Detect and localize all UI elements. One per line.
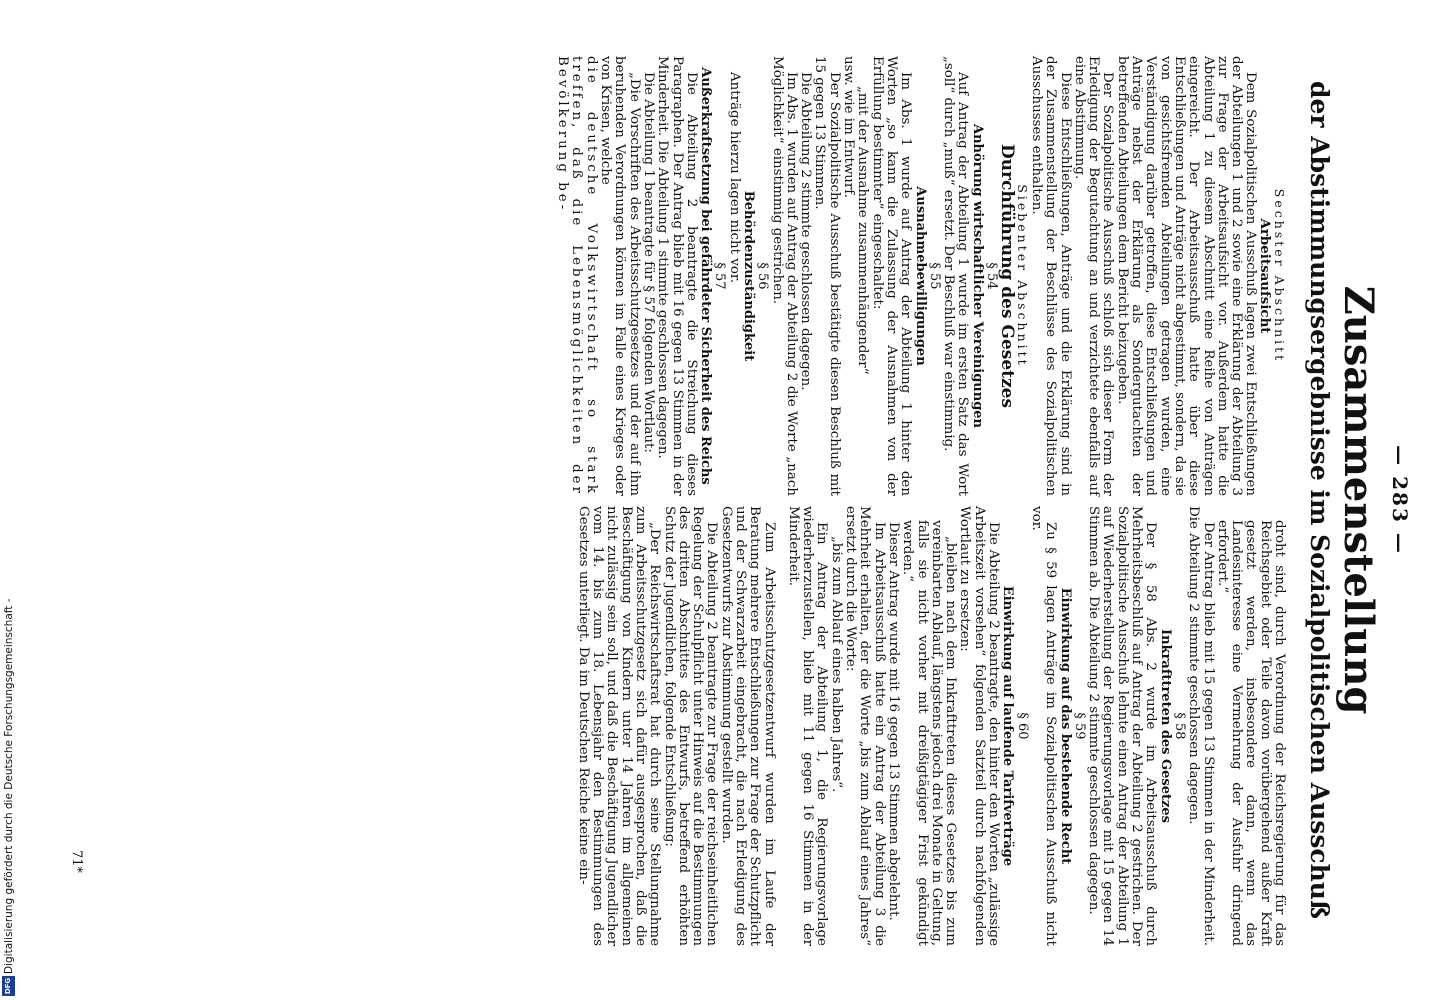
paragraph: Der § 58 Abs. 2 wurde im Arbeitsausschuß durch Mehrheitsbeschluß auf Antrag der Abteilung 2 gestrichen. Der Sozialpolitische Ausschuß lehnte einen Antrag der Abteilung 1 auf Wiederherstellung der Regierungsvorlage mit 15 gegen 14 Stimmen ab. Die Abteilung 2 stimmte geschlossen dagegen.: [1086, 506, 1159, 946]
quote: die deutsche Volkswirtschaft so stark treffen, daß die Lebensmöglichkeiten der Bevölkerung be-: [555, 56, 599, 496]
paragraph-number: § 58: [1171, 712, 1187, 740]
paragraph: Dem Sozialpolitischen Ausschuß lagen zwei Entschließungen der Abteilungen 1 und 2 sowie eine Erklärung der Abteilung 3 zur Frage der Arbeitsaufsicht vor. Außerdem hatte die Abteilung 1 zu diesem Abschnitt eine Reihe von Anträgen eingereicht. Der Arbeitsausschuß hatte über diese Entschließungen und Anträge nicht abgestimmt, sondern, da sie von gesichtsfremden Abteilungen getragen wurden, eine Verständigung darüber getroffen, diese Entschließungen und Anträge nebst der Erklärung als Sondergutachten der betreffenden Abteilungen dem Bericht beizugeben.: [1114, 56, 1259, 496]
left-column: [555, 56, 1286, 496]
paragraph: Im Arbeitsausschuß hatte ein Antrag der Abteilung 3 die Mehrheit erhalten, der die Worte „bis zum Ablauf eines Jahres“ ersetzt durch die Worte:: [843, 506, 887, 946]
paragraph-title: Ausnahmebewilligungen: [912, 186, 928, 366]
dfg-logo-text: DFG: [4, 977, 13, 995]
quote: „bleiben nach dem Inkrafttreten dieses Gesetzes bis zum vereinbarten Ablauf, längstens jedoch drei Monate in Geltung, falls sie nicht vorher mit dreißigtägiger Frist gekündigt werden.“: [900, 520, 959, 946]
paragraph-title: Inkrafttreten des Gesetzes: [1157, 629, 1173, 823]
paragraph: Die Abteilung 2 beantragte, den hinter den Worten „zulässige Arbeitszeit vorsehen“ folgenden Satzteil durch nachfolgenden Wortlaut zu ersetzen:: [957, 506, 1002, 946]
paragraph: Diese Entschließungen, Anträge und die Erklärung sind in der Zusammenstellung der Beschlüsse des Sozialpolitischen Ausschusses enthalten.: [1028, 56, 1073, 496]
funding-note: Digitalisierung gefördert durch die Deutsche Forschungsgemeinschaft -: [3, 598, 15, 974]
section-heading: Siebenter Abschnitt: [1014, 184, 1030, 368]
quote: „mit der Ausnahme zusammenhängender“: [855, 86, 871, 375]
quote: „Der Reichswirtschaftsrat hat durch seine Stellungnahme zum Arbeitsschutzgesetz sich dafür ausgesprochen, daß die Beschäftigung von Kindern unter 14 Jahren im allgemeinen nicht zulässig sein soll, und daß die Beschäftigung Jugendlicher vom 14. bis zum 18. Lebensjahr den Bestimmungen des Gesetzes unterliegt. Da im Deutschen Reiche keine ein-: [575, 506, 663, 946]
paragraph-title: Anhörung wirtschaftlicher Vereinigungen: [969, 123, 985, 429]
dfg-logo-icon: [2, 976, 15, 996]
paragraph: Ein Antrag der Abteilung 1, die Regierungsvorlage wiederherzustellen, blieb mit 11 gegen 16 Stimmen in der Minderheit.: [785, 506, 830, 946]
paragraph: Der Antrag blieb mit 15 gegen 13 Stimmen in der Minderheit. Die Abteilung 2 stimmte geschlossen dagegen.: [1186, 506, 1216, 946]
paragraph-number: § 55: [926, 262, 942, 290]
paragraph-title: Außerkraftsetzung bei gefährdeter Sicherheit des Reichs: [698, 67, 714, 485]
paragraph: Im Abs. 1 wurden auf Antrag der Abteilung 2 die Worte „nach Möglichkeit“ einstimmig gestrichen.: [769, 56, 799, 496]
sidebar-note: [1, 0, 15, 1000]
paragraph: Der Sozialpolitische Ausschuß bestätigte diesen Beschluß mit 15 gegen 13 Stimmen.: [812, 56, 842, 496]
paragraph: Die Abteilung 1 beantragte für § 57 folgenden Wortlaut:: [640, 72, 656, 453]
paragraph-number: § 57: [712, 262, 728, 290]
paragraph: Im Abs. 1 wurde auf Antrag der Abteilung 1 hinter den Worten „so kann die Zulassung der Ausnahmen von der Erfüllung bestimmter“ eingeschaltet:: [869, 56, 914, 496]
page-title: Zusammenstellung: [1335, 285, 1382, 715]
paragraph-number: § 59: [1071, 712, 1087, 740]
quote: „Die Vorschriften des Arbeitsschutzgesetzes und der auf ihm beruhenden Verordnungen können im Falle eines Krieges oder von Krisen, welche: [598, 56, 642, 496]
paragraph-number: § 54: [984, 262, 1000, 290]
paragraph: Auf Antrag der Abteilung 1 wurde im ersten Satz das Wort „soll“ durch „muß“ ersetzt. Der Beschluß war einstimmig.: [941, 56, 971, 496]
paragraph: Die Abteilung 2 stimmte geschlossen dagegen.: [798, 72, 814, 391]
footer-number: 71*: [69, 850, 84, 874]
paragraph: usw. wie im Entwurf.: [841, 56, 857, 199]
paragraph: Der Sozialpolitische Ausschuß schloß sich dieser Form der Erledigung der Begutachtung an und verzichtete ebenfalls auf eine Abstimmung.: [1071, 56, 1116, 496]
paragraph: Anträge hierzu lagen nicht vor.: [726, 72, 742, 284]
quote: „bis zum Ablauf eines halben Jahres“.: [828, 536, 844, 793]
quote: droht sind, durch Verordnung der Reichsregierung für das Reichsgebiet oder Teile davon vorübergehend außer Kraft gesetzt werden, insbesondere dann, wenn das Landesinteresse eine Vermehrung der Ausfuhr dringend erfordert.“: [1214, 520, 1287, 946]
paragraph-title: Einwirkung auf laufende Tarifverträge: [1000, 585, 1016, 867]
paragraph: Die Abteilung 2 beantragte zur Frage der reichseinheitlichen Regelung der Schulpflicht unter Hinweis auf die Bestimmungen des dritten Abschnittes des Entwurfs, betreffend erhöhten Schutz der Jugendlichen, folgende Entschließung:: [661, 506, 720, 946]
paragraph: Zum Arbeitsschutzgesetzentwurf wurden im Laufe der Beratung mehrere Entschließungen zur Frage der Schutzpflicht und der Schwarzarbeit eingebracht, die nach Erledigung des Gesetzentwurfs zur Abstimmung gestellt wurden.: [718, 506, 777, 946]
page-subtitle: der Abstimmungsergebnisse im Sozialpolitischen Ausschuß: [1305, 81, 1334, 919]
section-heading: Sechster Abschnitt: [1272, 188, 1287, 364]
paragraph: Die Abteilung 2 beantragte die Streichung dieses Paragraphen. Der Antrag blieb mit 16 gegen 13 Stimmen in der Minderheit. Die Abteilung 1 stimmte geschlossen dagegen.: [655, 56, 699, 496]
page-number: — 283 —: [1388, 445, 1412, 555]
paragraph: Dieser Antrag wurde mit 16 gegen 13 Stimmen abgelehnt.: [885, 522, 901, 921]
paragraph-number: § 56: [755, 262, 771, 290]
paragraph-title: Einwirkung auf das bestehende Recht: [1057, 587, 1073, 865]
section-title: Durchführung des Gesetzes: [997, 143, 1018, 409]
paragraph-number: § 60: [1014, 712, 1030, 740]
paragraph: Zu § 59 lagen Anträge im Sozialpolitischen Ausschuß nicht vor.: [1028, 506, 1059, 946]
paragraph-title: Behördenzuständigkeit: [741, 190, 757, 362]
right-column: [575, 506, 1286, 946]
section-title: Arbeitsaufsicht: [1256, 218, 1273, 334]
